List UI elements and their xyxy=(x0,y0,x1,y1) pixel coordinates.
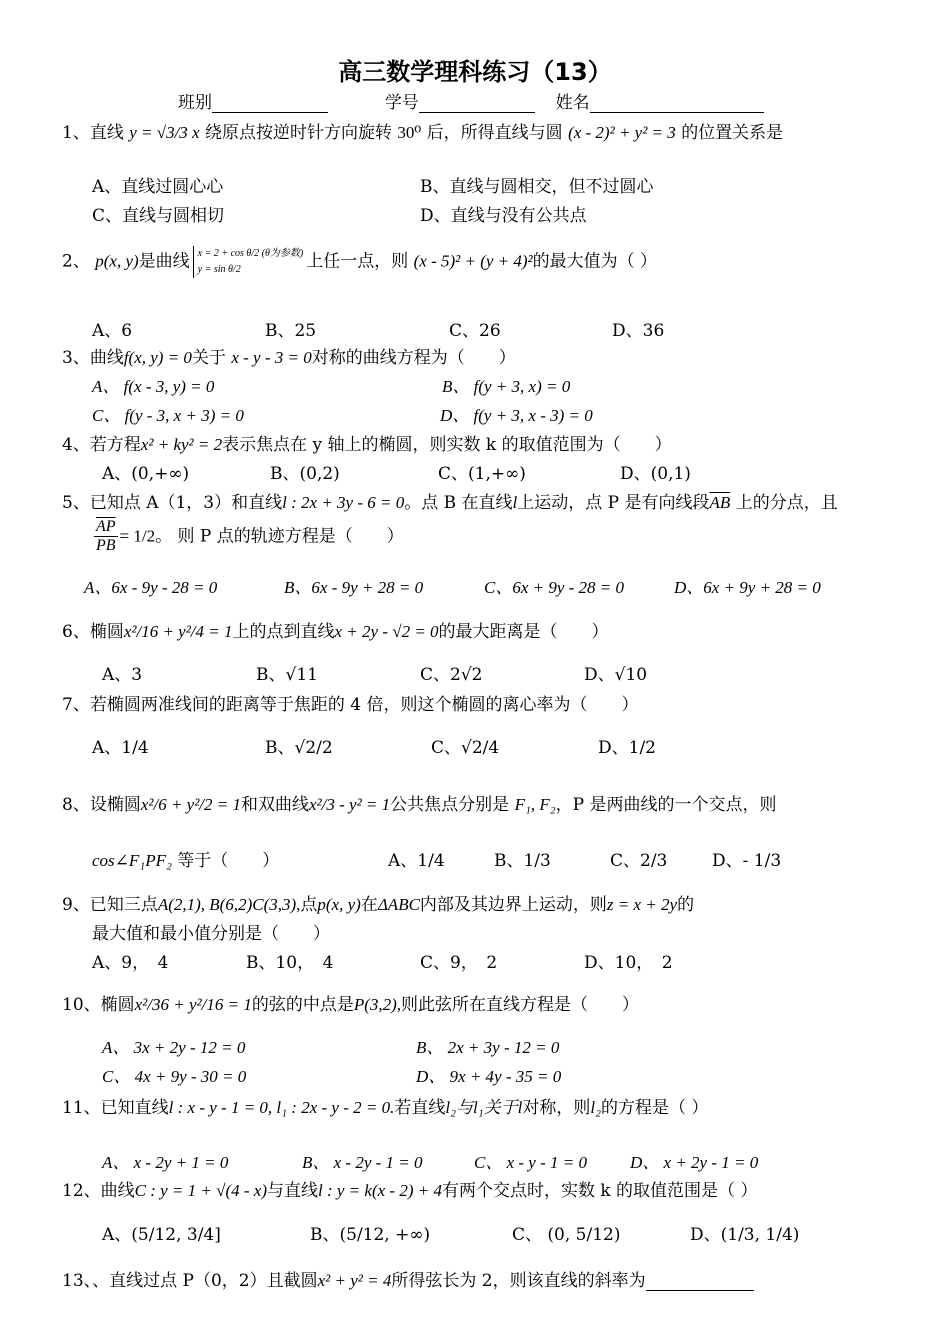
question-8-stem-cont xyxy=(92,846,279,871)
q8-option-a[interactable]: A、1/4 xyxy=(388,851,445,871)
q5-text-a: 5、已知点 A（1，3）和直线 xyxy=(62,493,283,513)
q6-option-b[interactable]: B、√11 xyxy=(256,665,318,685)
q11-symmetry: l₂与l₁关于l xyxy=(445,1098,523,1117)
q3-option-a[interactable]: A、 f(x - 3, y) = 0 xyxy=(92,377,215,396)
question-11-stem xyxy=(62,1093,708,1118)
q1-option-c[interactable]: C、直线与圆相切 xyxy=(92,206,225,226)
q2-text-a: 是曲线 xyxy=(138,251,190,272)
q12-line: l : y = k(x - 2) + 4 xyxy=(318,1181,442,1200)
q2-number: 2、 xyxy=(62,251,90,272)
q11-option-d[interactable]: D、 x + 2y - 1 = 0 xyxy=(630,1153,759,1172)
q10-option-a[interactable]: A、 3x + 2y - 12 = 0 xyxy=(102,1038,246,1057)
q11-line-l2: l₂ xyxy=(590,1098,601,1117)
q4-option-c[interactable]: C、(1,+∞) xyxy=(438,464,526,484)
q2-expression: (x - 5)² + (y + 4)² xyxy=(413,251,533,271)
class-blank[interactable] xyxy=(212,96,328,113)
q2-point: p(x, y) xyxy=(95,251,139,271)
q6-option-c[interactable]: C、2√2 xyxy=(420,665,483,685)
q2-option-d[interactable]: D、36 xyxy=(612,321,665,341)
q4-option-b[interactable]: B、(0,2) xyxy=(270,464,340,484)
q8-option-c[interactable]: C、2/3 xyxy=(610,851,668,871)
q10-text-c: 则此弦所在直线方程是（ ） xyxy=(401,995,640,1015)
q10-midpoint: P(3,2), xyxy=(353,995,402,1014)
q2-param-x: x = 2 + cos θ/2 xyxy=(197,248,260,259)
q4-option-d[interactable]: D、(0,1) xyxy=(620,464,691,484)
student-info-fields xyxy=(178,88,764,113)
q5-ratio-num: $\overline{AP}$ xyxy=(94,518,118,537)
q5-text-b: 。点 B 在直线 xyxy=(404,493,513,513)
q5-text-e: 。 则 P 点的轨迹方程是（ ） xyxy=(155,526,404,547)
q5-ratio xyxy=(94,518,118,556)
id-label: 学号 xyxy=(384,93,419,113)
question-2-stem xyxy=(62,246,657,278)
q9-objective: z = x + 2y xyxy=(606,895,678,914)
q5-text-c: 上运动，点 P 是有向线段 xyxy=(517,493,710,513)
q5-option-c[interactable]: C、6x + 9y - 28 = 0 xyxy=(484,578,625,597)
q3-option-c[interactable]: C、 f(y - 3, x + 3) = 0 xyxy=(92,406,244,425)
q5-line-l: l xyxy=(512,493,518,512)
q9-triangle: ΔABC xyxy=(377,895,420,914)
name-blank[interactable] xyxy=(590,96,764,113)
question-1-stem xyxy=(62,118,783,143)
q1-angle: 30⁰ xyxy=(397,123,422,142)
q10-ellipse: x²/36 + y²/16 = 1 xyxy=(134,995,252,1014)
q3-text-a: 3、曲线 xyxy=(62,348,124,368)
q7-option-d[interactable]: D、1/2 xyxy=(598,738,656,758)
question-4-stem xyxy=(62,430,672,455)
q2-option-c[interactable]: C、26 xyxy=(449,321,501,341)
q5-option-a[interactable]: A、6x - 9y - 28 = 0 xyxy=(84,578,218,597)
q11-text-b: 若直线 xyxy=(394,1098,446,1118)
q8-text-d: ，P 是两曲线的一个交点，则 xyxy=(555,795,777,815)
q13-text-b: 所得弦长为 2，则该直线的斜率为 xyxy=(391,1271,646,1291)
q4-text-a: 4、若方程 xyxy=(62,435,141,455)
q7-option-c[interactable]: C、√2/4 xyxy=(431,738,500,758)
question-3-stem xyxy=(62,343,516,368)
q12-option-d[interactable]: D、(1/3, 1/4) xyxy=(690,1225,800,1245)
q13-text-a: 13、、直线过点 P（0，2）且截圆 xyxy=(62,1271,318,1291)
q12-option-b[interactable]: B、(5/12, +∞) xyxy=(310,1225,431,1245)
id-blank[interactable] xyxy=(419,96,535,113)
question-8-stem xyxy=(62,790,777,815)
q11-option-b[interactable]: B、 x - 2y - 1 = 0 xyxy=(302,1153,423,1172)
q9-option-b[interactable]: B、10， 4 xyxy=(246,953,334,973)
q3-option-d[interactable]: D、 f(y + 3, x - 3) = 0 xyxy=(440,406,593,425)
q11-option-c[interactable]: C、 x - y - 1 = 0 xyxy=(474,1153,587,1172)
q3-line: x - y - 3 = 0 xyxy=(231,348,312,367)
q5-vector-ab: $\overline{AB}$ xyxy=(709,493,731,512)
q2-parametric-system xyxy=(193,246,304,278)
q5-ratio-value: = 1/2 xyxy=(119,526,156,546)
q12-curve: C : y = 1 + √(4 - x) xyxy=(134,1181,267,1200)
question-9-stem-cont: 最大值和最小值分别是（ ） xyxy=(92,924,330,944)
q9-option-d[interactable]: D、10， 2 xyxy=(584,953,673,973)
q3-text-b: 关于 xyxy=(191,348,226,368)
q6-line: x + 2y - √2 = 0 xyxy=(334,622,439,641)
question-6-stem xyxy=(62,617,609,642)
q8-text-b: 和双曲线 xyxy=(241,795,310,815)
question-5-stem-cont xyxy=(92,518,404,556)
q5-option-b[interactable]: B、6x - 9y + 28 = 0 xyxy=(284,578,424,597)
q4-option-a[interactable]: A、(0,+∞) xyxy=(102,464,190,484)
q1-text-b: 绕原点按逆时针方向旋转 xyxy=(205,123,393,143)
q8-cos-angle: cos∠F₁PF₂ xyxy=(92,851,172,870)
q5-ratio-den: PB xyxy=(96,537,116,555)
q5-option-d[interactable]: D、6x + 9y + 28 = 0 xyxy=(674,578,821,597)
q11-text-a: 11、已知直线 xyxy=(62,1098,169,1118)
q12-text-c: 有两个交点时，实数 k 的取值范围是（ ） xyxy=(441,1181,758,1201)
q5-text-d: 上的分点，且 xyxy=(735,493,838,513)
q4-text-b: 表示焦点在 y 轴上的椭圆，则实数 k 的取值范围为（ ） xyxy=(222,435,672,455)
q6-ellipse: x²/16 + y²/4 = 1 xyxy=(123,622,233,641)
q2-param-note: (θ为参数) xyxy=(261,248,304,259)
q6-option-a[interactable]: A、3 xyxy=(102,665,143,685)
q13-circle: x² + y² = 4 xyxy=(317,1271,392,1290)
class-label: 班别 xyxy=(178,93,212,113)
q12-option-a[interactable]: A、(5/12, 3/4] xyxy=(102,1225,221,1245)
q1-text-a: 1、直线 xyxy=(62,123,124,143)
q11-lines: l : x - y - 1 = 0, l₁ : 2x - y - 2 = 0. xyxy=(168,1098,395,1117)
q6-option-d[interactable]: D、√10 xyxy=(584,665,648,685)
q5-line: l : 2x + 3y - 6 = 0 xyxy=(282,493,405,512)
q13-answer-blank[interactable] xyxy=(646,1274,754,1291)
q9-option-a[interactable]: A、9， 4 xyxy=(92,953,169,973)
page-title: 高三数学理科练习（13） xyxy=(338,58,612,86)
q10-option-b[interactable]: B、 2x + 3y - 12 = 0 xyxy=(416,1038,560,1057)
q9-points: A(2,1), B(6,2)C(3,3), xyxy=(157,895,301,914)
q8-option-d[interactable]: D、- 1/3 xyxy=(712,851,782,871)
q4-equation: x² + ky² = 2 xyxy=(140,435,223,454)
q10-text-a: 10、椭圆 xyxy=(62,995,135,1015)
q9-text-d: 内部及其边界上运动，则 xyxy=(419,895,607,915)
question-12-stem xyxy=(62,1176,757,1201)
q8-text-c: 公共焦点分别是 xyxy=(390,795,510,815)
q3-text-c: 对称的曲线方程为（ ） xyxy=(311,348,516,368)
q2-param-y: y = sin θ/2 xyxy=(197,264,241,275)
question-5-stem xyxy=(62,488,838,513)
q9-text-c: 在 xyxy=(360,895,378,915)
q8-text-a: 8、设椭圆 xyxy=(62,795,141,815)
q6-text-a: 6、椭圆 xyxy=(62,622,124,642)
question-10-stem xyxy=(62,990,639,1015)
name-label: 姓名 xyxy=(555,93,590,113)
q2-text-c: 的最大值为（ ） xyxy=(532,251,658,272)
q7-option-b[interactable]: B、√2/2 xyxy=(265,738,333,758)
q8-text-e: 等于（ ） xyxy=(177,851,280,871)
q2-text-b: 上任一点，则 xyxy=(306,251,409,272)
q1-text-c: 后，所得直线与圆 xyxy=(426,123,563,143)
q9-text-b: 点 xyxy=(300,895,318,915)
q1-text-d: 的位置关系是 xyxy=(681,123,784,143)
question-7-stem: 7、若椭圆两准线间的距离等于焦距的 4 倍，则这个椭圆的离心率为（ ） xyxy=(62,695,639,715)
question-9-stem xyxy=(62,890,694,915)
q6-text-b: 上的点到直线 xyxy=(232,622,335,642)
q11-text-c: 对称，则 xyxy=(522,1098,591,1118)
question-13-stem xyxy=(62,1266,754,1291)
q8-ellipse: x²/6 + y²/2 = 1 xyxy=(140,795,242,814)
q9-option-c[interactable]: C、9， 2 xyxy=(420,953,498,973)
q2-option-a[interactable]: A、6 xyxy=(92,321,133,341)
q1-option-b[interactable]: B、直线与圆相交，但不过圆心 xyxy=(420,177,654,197)
q2-option-b[interactable]: B、25 xyxy=(265,321,317,341)
q12-text-a: 12、曲线 xyxy=(62,1181,135,1201)
q1-option-d[interactable]: D、直线与没有公共点 xyxy=(420,206,587,226)
q1-option-a[interactable]: A、直线过圆心心 xyxy=(92,177,224,197)
q8-hyperbola: x²/3 - y² = 1 xyxy=(309,795,391,814)
q10-option-c[interactable]: C、 4x + 9y - 30 = 0 xyxy=(102,1067,247,1086)
q3-option-b[interactable]: B、 f(y + 3, x) = 0 xyxy=(442,377,571,396)
q11-text-d: 的方程是（ ） xyxy=(600,1098,709,1118)
q3-function: f(x, y) = 0 xyxy=(123,348,192,367)
q12-option-c[interactable]: C、 (0, 5/12) xyxy=(512,1225,621,1245)
q10-option-d[interactable]: D、 9x + 4y - 35 = 0 xyxy=(416,1067,562,1086)
q9-point-p: p(x, y) xyxy=(317,895,361,914)
q9-text-a: 9、已知三点 xyxy=(62,895,158,915)
q10-text-b: 的弦的中点是 xyxy=(251,995,354,1015)
q11-option-a[interactable]: A、 x - 2y + 1 = 0 xyxy=(102,1153,229,1172)
q6-text-c: 的最大距离是（ ） xyxy=(438,622,609,642)
q1-line-equation: y = √3/3 x xyxy=(129,123,200,142)
q12-text-b: 与直线 xyxy=(267,1181,318,1201)
q8-foci: F₁, F₂ xyxy=(514,795,556,814)
q9-text-e: 的 xyxy=(677,895,695,915)
q7-option-a[interactable]: A、1/4 xyxy=(92,738,149,758)
q1-circle-equation: (x - 2)² + y² = 3 xyxy=(568,123,676,142)
q8-option-b[interactable]: B、1/3 xyxy=(494,851,551,871)
